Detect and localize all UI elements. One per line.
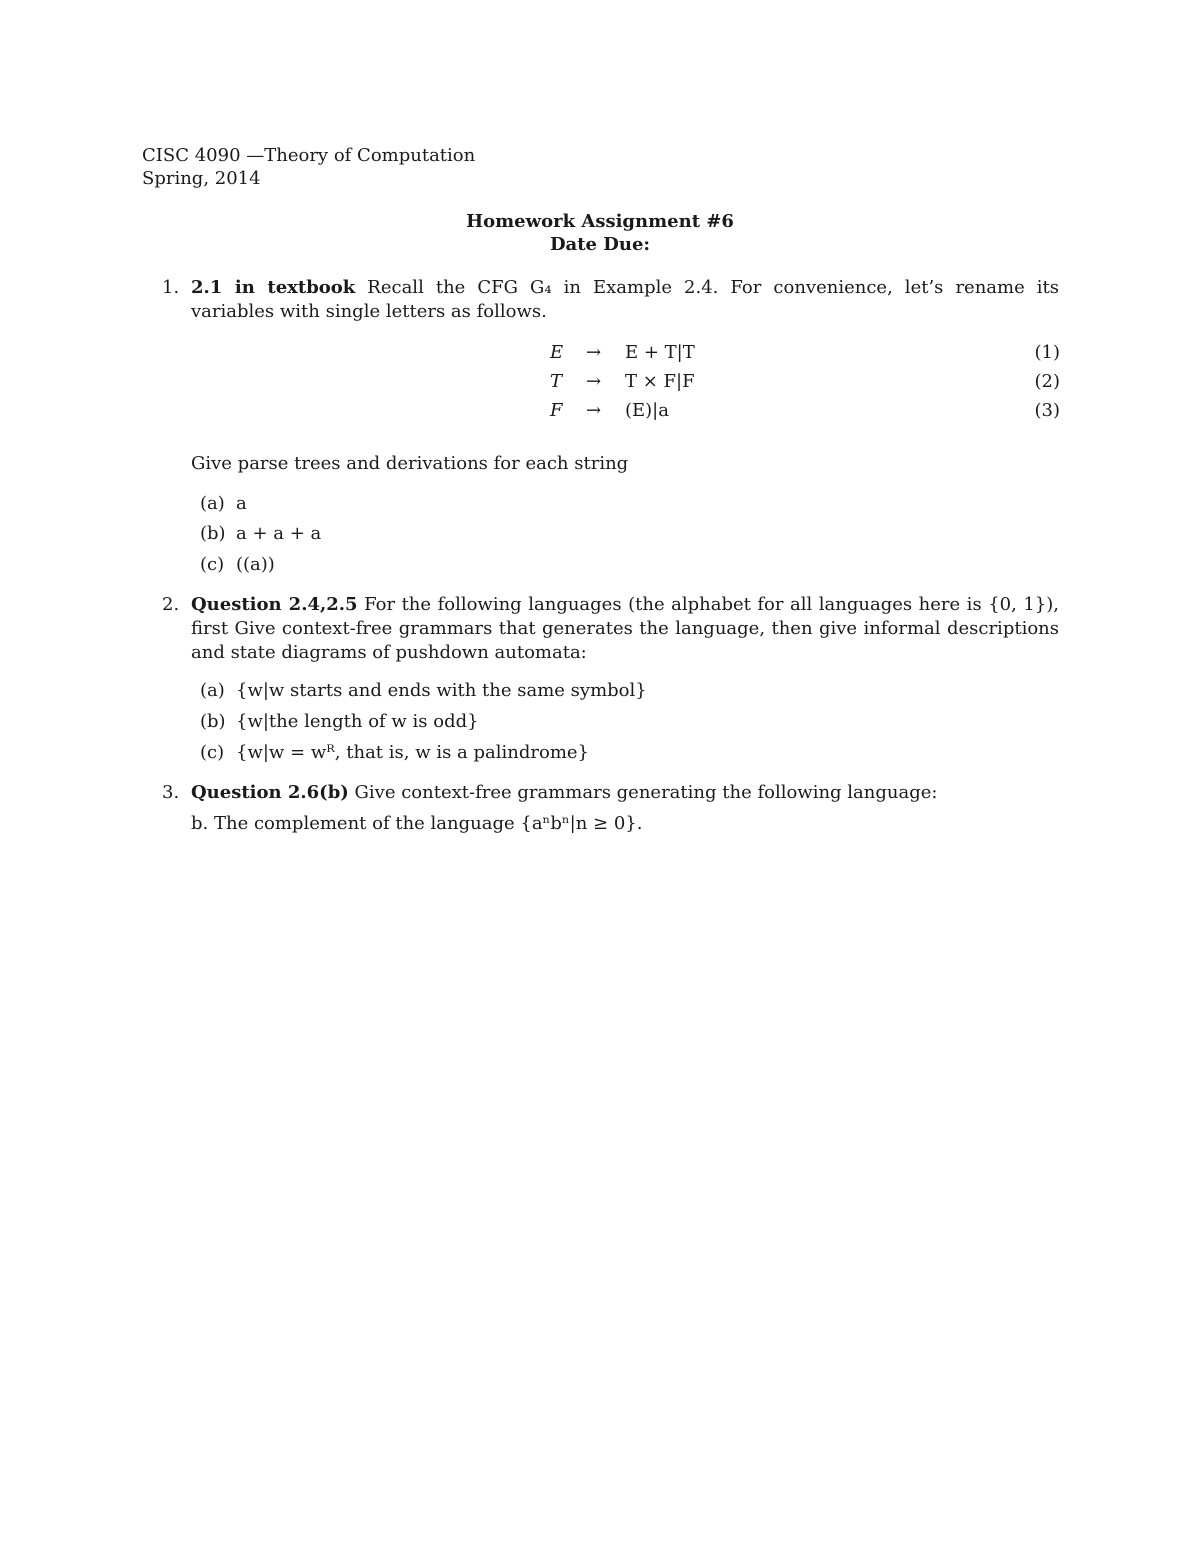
q2-item-a [200,679,647,703]
eq2-arrow: → [586,371,602,392]
q1-item-b-label: (b) [200,523,226,544]
q2-item-b-text: {w|the length of w is odd} [236,711,479,732]
q2-item-b [200,710,479,734]
q1-body: Recall the CFG G₄ in Example 2.4. For convenience, let’s rename its variables with single letters as follows. [191,277,1059,322]
q1-item-c-label: (c) [200,554,225,575]
q1-item-a [200,492,247,516]
q3-body: Give context-free grammars generating the following language: [348,782,938,803]
q1-item-a-label: (a) [200,493,225,514]
q2-item-c-text: {w|w = wᴿ, that is, w is a palindrome} [236,742,589,763]
eq3-rhs: (E)|a [625,400,669,421]
q2-number: 2. [162,594,180,615]
eq1-lhs: E [550,342,564,363]
q3-sub: b. The complement of the language {aⁿbⁿ|n ≥ 0}. [191,813,643,834]
q1-item-b-text: a + a + a [236,523,322,544]
eq2-lhs: T [550,371,563,392]
q2-text [191,593,1059,665]
q2-bold: Question 2.4,2.5 [191,594,358,615]
q2-item-c-label: (c) [200,742,225,763]
equation-1 [0,342,1200,368]
eq3-tag: (3) [1034,400,1060,421]
q1-item-c-text: ((a)) [236,554,275,575]
q1-instruction: Give parse trees and derivations for each string [191,453,629,474]
eq3-arrow: → [586,400,602,421]
eq2-rhs: T × F|F [625,371,695,392]
q2-item-c [200,741,589,765]
assignment-title: Homework Assignment #6 [466,211,734,232]
q3-number: 3. [162,782,180,803]
eq1-tag: (1) [1034,342,1060,363]
q1-item-c [200,553,275,577]
eq1-rhs: E + T|T [625,342,695,363]
q3-bold: Question 2.6(b) [191,782,349,803]
q2-item-a-label: (a) [200,680,225,701]
equation-2 [0,371,1200,397]
due-date: Date Due: [549,234,651,255]
q1-text [191,276,1059,324]
eq3-lhs: F [550,400,563,421]
equation-3 [0,400,1200,426]
course-title: CISC 4090 —Theory of Computation [142,145,476,166]
q2-item-a-text: {w|w starts and ends with the same symbol} [236,680,647,701]
q2-body: For the following languages (the alphabet for all languages here is {0, 1}), first Give context-free grammars that generates the language, then give informal descriptions and state diagrams of pushdown automata: [191,594,1060,663]
q1-bold: 2.1 in textbook [191,277,356,298]
q1-item-a-text: a [236,493,247,514]
q1-number: 1. [162,277,180,298]
q1-item-b [200,522,321,546]
q3-text [191,781,1059,805]
term: Spring, 2014 [142,168,261,189]
eq1-arrow: → [586,342,602,363]
eq2-tag: (2) [1034,371,1060,392]
q2-item-b-label: (b) [200,711,226,732]
